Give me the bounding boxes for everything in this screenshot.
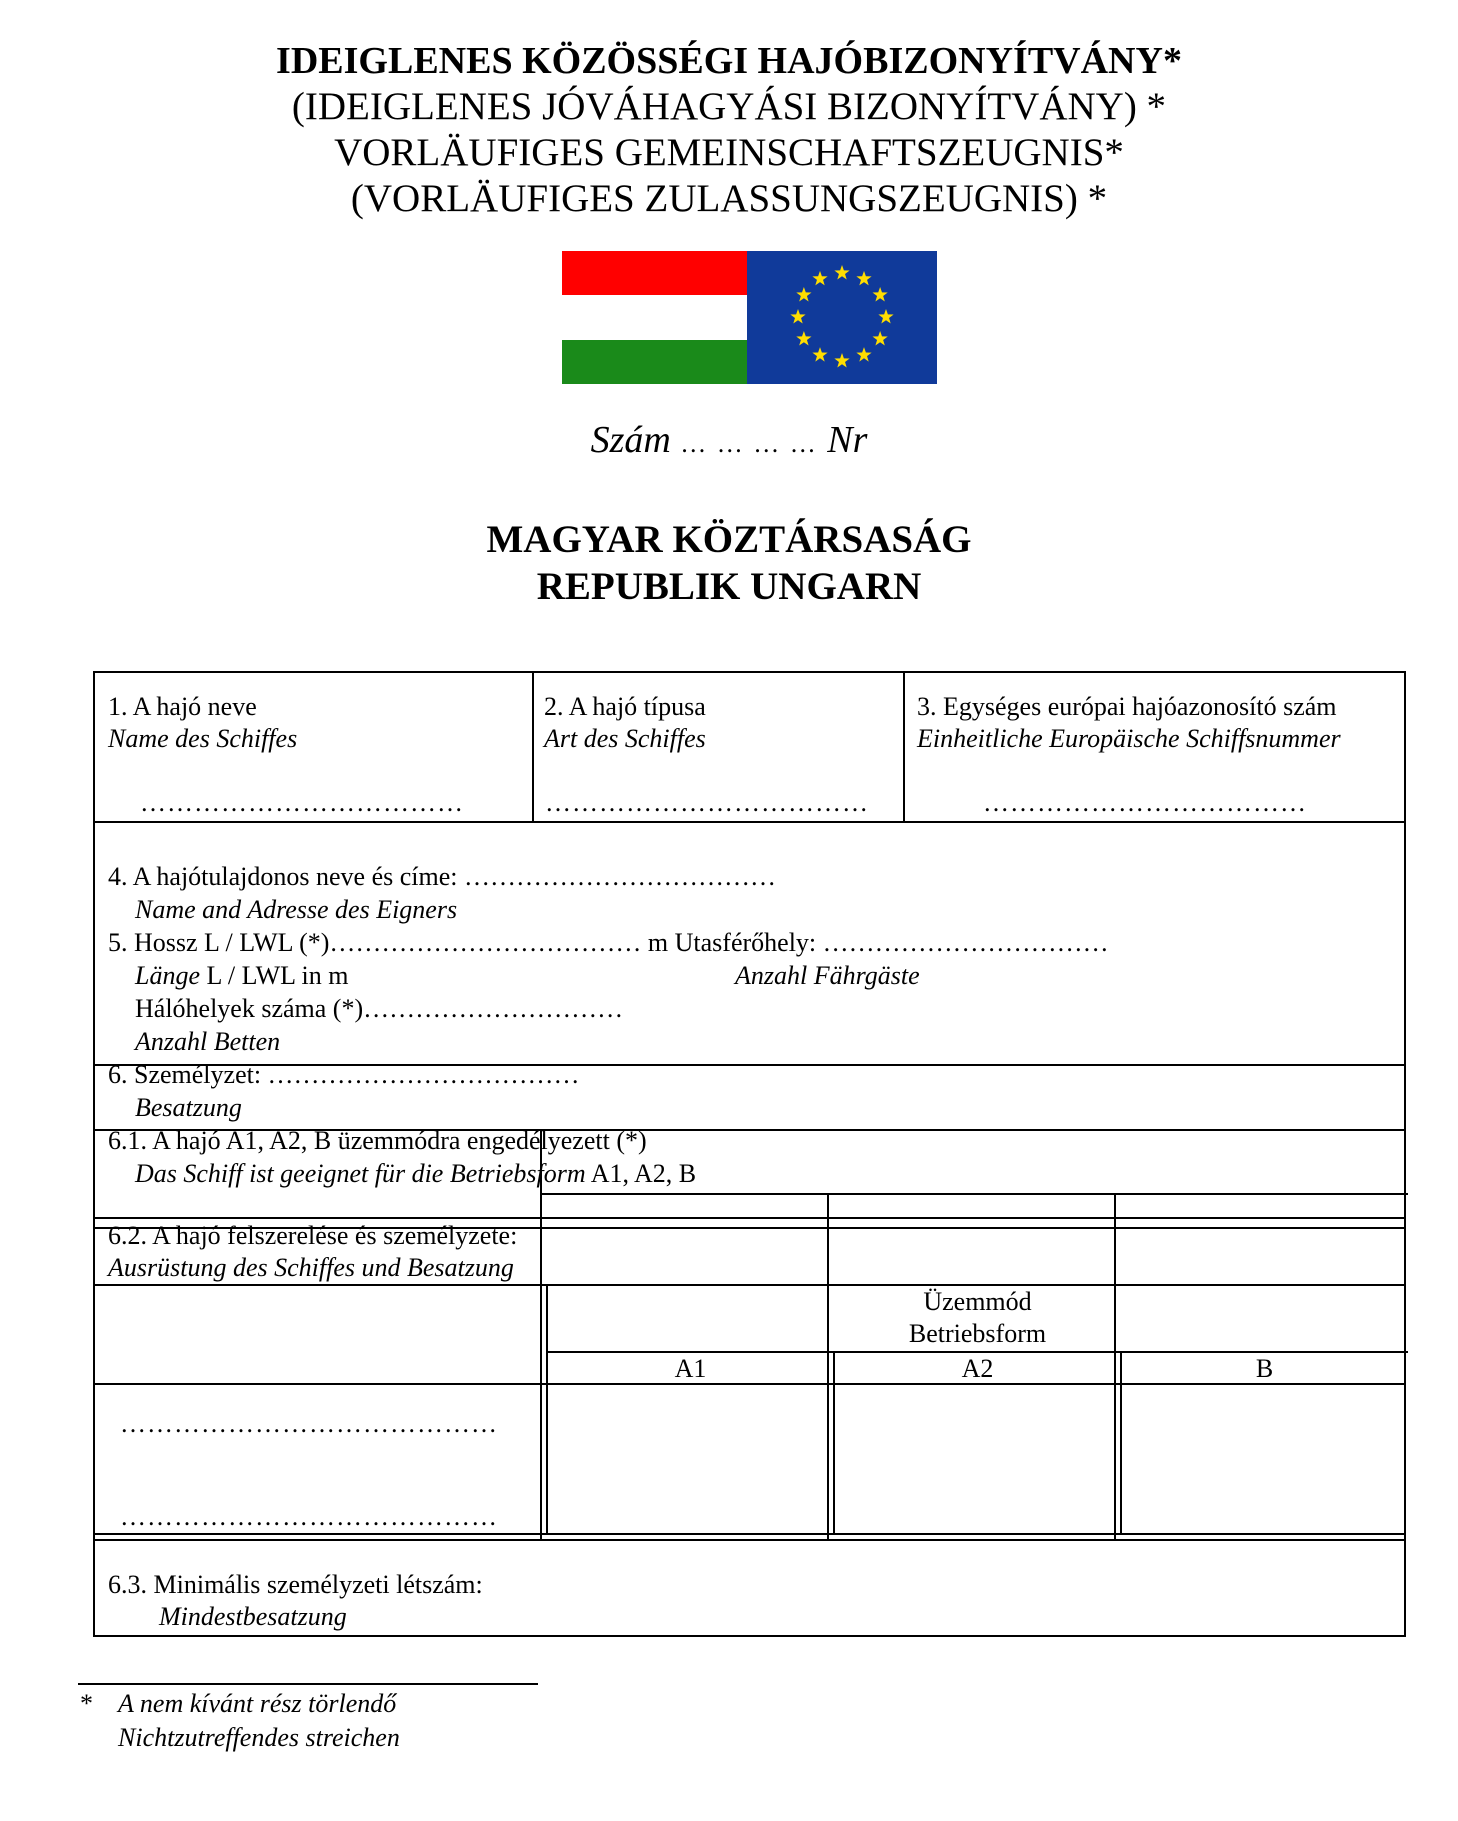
title-line-3: VORLÄUFIGES GEMEINSCHAFTSZEUGNIS*	[334, 131, 1124, 174]
field-63-min-crew-hu: 6.3. Minimális személyzeti létszám:	[108, 1570, 483, 1599]
field-61-mode-hu: 6.1. A hajó A1, A2, B üzemmódra engedélyezett (*)	[108, 1126, 647, 1155]
form-divider	[540, 1193, 1408, 1195]
field-61-mode-de	[135, 1158, 696, 1190]
field-2-label-de: Art des Schiffes	[544, 724, 706, 753]
field-62-equipment-hu: 6.2. A hajó felszerelése és személyzete:	[108, 1221, 518, 1250]
eu-star-icon	[856, 271, 871, 285]
field-62-equipment-de: Ausrüstung des Schiffes und Besatzung	[108, 1253, 514, 1282]
field-3-label-hu: 3. Egységes európai hajóazonosító szám	[917, 692, 1337, 721]
footnote-separator	[78, 1683, 538, 1685]
field-1-label-de: Name des Schiffes	[108, 724, 298, 753]
eu-star-icon	[873, 331, 888, 345]
mode-column-b: B	[1255, 1354, 1274, 1383]
country-name-de: REPUBLIK UNGARN	[536, 565, 922, 608]
form-divider	[903, 673, 905, 821]
hungarian-flag-red-stripe	[562, 251, 747, 295]
hungarian-flag-green-stripe	[562, 340, 747, 384]
issuing-country	[0, 516, 1458, 610]
length-de-suffix: L / LWL in m	[206, 961, 349, 990]
footnote-marker: *	[80, 1689, 93, 1718]
form-divider	[532, 673, 534, 821]
field-63-min-crew-de: Mindestbesatzung	[159, 1602, 347, 1631]
field-5-beds-de: Anzahl Betten	[135, 1027, 281, 1056]
field-1-value-dots[interactable]: ………………………………	[140, 788, 464, 817]
eu-star-icon	[856, 347, 871, 361]
field-3-value-dots[interactable]: ………………………………	[983, 788, 1307, 817]
mode-column-a1: A1	[674, 1354, 707, 1383]
eu-star-icon	[796, 287, 811, 301]
hungarian-flag-white-stripe	[562, 295, 747, 339]
field-2-label-hu: 2. A hajó típusa	[544, 692, 706, 721]
form-divider	[95, 821, 1404, 823]
hungarian-flag	[562, 251, 747, 384]
field-5-length-hu[interactable]: 5. Hossz L / LWL (*)……………………………… m Utasférőhely: ……………………………	[108, 928, 1109, 957]
eu-star-icon	[796, 331, 811, 345]
field-6-crew-hu[interactable]: 6. Személyzet: ………………………………	[108, 1060, 580, 1089]
eu-star-icon	[873, 287, 888, 301]
field-1-label-hu: 1. A hajó neve	[108, 692, 257, 721]
eu-flag	[747, 251, 937, 384]
field-5-beds-hu[interactable]: Hálóhelyek száma (*)…………………………	[135, 994, 624, 1023]
equipment-form	[93, 1217, 1406, 1637]
eu-star-icon	[812, 347, 827, 361]
footnote-de: Nichtzutreffendes streichen	[118, 1723, 400, 1752]
title-line-1: IDEIGLENES KÖZÖSSÉGI HAJÓBIZONYÍTVÁNY*	[276, 40, 1182, 82]
footnote-hu: A nem kívánt rész törlendő	[118, 1689, 397, 1718]
field-4-owner-de: Name and Adresse des Eigners	[135, 895, 458, 924]
field-6-crew-de: Besatzung	[135, 1093, 242, 1122]
mode-column-a2: A2	[961, 1354, 994, 1383]
field-5-length-de	[135, 960, 349, 992]
number-dots: … … … …	[680, 429, 818, 458]
length-de-prefix: Länge	[135, 961, 200, 990]
eu-star-icon	[790, 309, 805, 323]
number-label-de: Nr	[827, 419, 868, 461]
country-name-hu: MAGYAR KÖZTÁRSASÁG	[486, 518, 972, 561]
number-label-hu: Szám	[590, 419, 671, 461]
eu-star-icon	[834, 353, 849, 367]
eu-star-icon	[878, 309, 893, 323]
flag-emblem	[562, 251, 937, 384]
mode-de-text: Das Schiff ist geeignet für die Betriebsform	[135, 1159, 586, 1188]
eu-star-icon	[834, 265, 849, 279]
field-4-owner-hu[interactable]: 4. A hajótulajdonos neve és címe: ………………………………	[108, 862, 776, 891]
mode-table-header-hu: Üzemmód	[923, 1287, 1032, 1316]
field-5-passengers-de: Anzahl Fährgäste	[735, 961, 920, 990]
title-line-2: (IDEIGLENES JÓVÁHAGYÁSI BIZONYÍTVÁNY) *	[291, 85, 1167, 128]
field-2-value-dots[interactable]: ………………………………	[545, 788, 869, 817]
certificate-number-line	[0, 418, 1458, 462]
field-3-label-de: Einheitliche Europäische Schiffsnummer	[917, 724, 1341, 753]
title-line-4: (VORLÄUFIGES ZULASSUNGSZEUGNIS) *	[350, 177, 1108, 220]
eu-star-icon	[812, 271, 827, 285]
form-divider	[95, 1533, 1404, 1535]
mode-de-codes: A1, A2, B	[590, 1159, 697, 1188]
eu-stars-icon	[747, 251, 937, 384]
equipment-dots-line-2[interactable]: ……………………………………	[120, 1502, 498, 1531]
equipment-dots-line-1[interactable]: ……………………………………	[120, 1409, 498, 1438]
document-title-block	[0, 38, 1458, 222]
mode-table-header-de: Betriebsform	[908, 1319, 1047, 1348]
